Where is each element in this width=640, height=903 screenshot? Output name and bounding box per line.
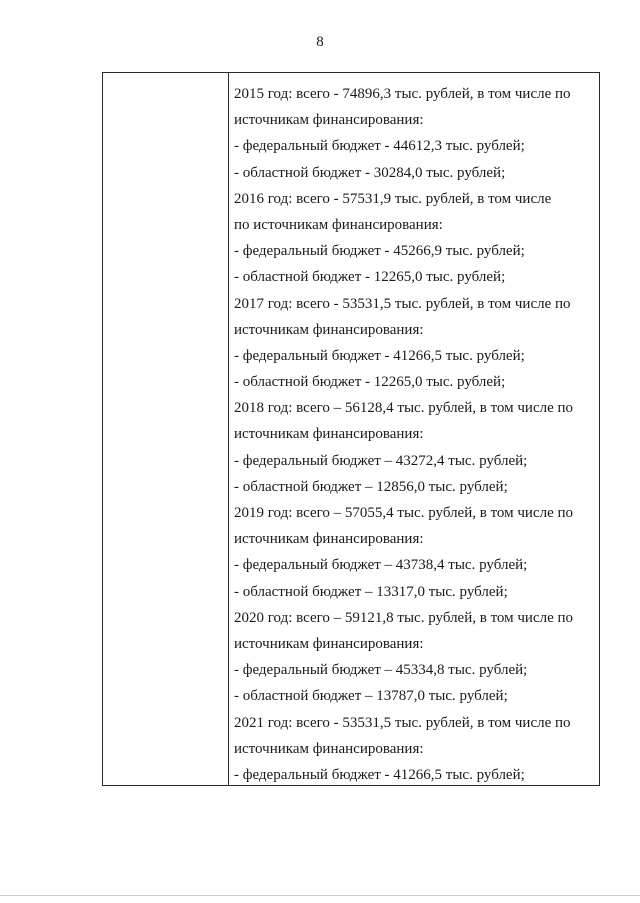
text-line: источникам финансирования: xyxy=(234,426,424,443)
text-line: - федеральный бюджет - 41266,5 тыс. рублей; xyxy=(234,766,525,783)
text-line: источникам финансирования: xyxy=(234,321,424,338)
text-line: - областной бюджет – 13787,0 тыс. рублей; xyxy=(234,688,508,705)
funding-table xyxy=(102,72,600,786)
text-line: источникам финансирования: xyxy=(234,635,424,652)
text-line: по источникам финансирования: xyxy=(234,216,443,233)
text-line: 2020 год: всего – 59121,8 тыс. рублей, в том числе по xyxy=(234,609,574,626)
text-line: - областной бюджет – 13317,0 тыс. рублей; xyxy=(234,583,508,600)
page-number: 8 xyxy=(316,34,324,50)
text-line: источникам финансирования: xyxy=(234,740,424,757)
text-line: 2015 год: всего - 74896,3 тыс. рублей, в том числе по xyxy=(234,86,571,102)
text-line: 2017 год: всего - 53531,5 тыс. рублей, в том числе по xyxy=(234,295,571,312)
text-line: - областной бюджет - 12265,0 тыс. рублей; xyxy=(234,269,506,286)
text-line: - федеральный бюджет - 45266,9 тыс. рублей; xyxy=(234,243,525,260)
text-line: - областной бюджет - 30284,0 тыс. рублей; xyxy=(234,164,506,181)
text-line: источникам финансирования: xyxy=(234,112,424,129)
text-line: 2019 год: всего – 57055,4 тыс. рублей, в том числе по xyxy=(234,505,574,521)
text-line: - федеральный бюджет – 45334,8 тыс. рублей; xyxy=(234,662,528,679)
text-line: 2016 год: всего - 57531,9 тыс. рублей, в том числе xyxy=(234,190,552,207)
scan-edge-line xyxy=(0,895,640,896)
column-divider xyxy=(228,73,229,785)
text-line: - федеральный бюджет – 43272,4 тыс. рублей; xyxy=(234,452,528,469)
text-line: - федеральный бюджет - 44612,3 тыс. рублей; xyxy=(234,138,525,155)
text-line: - федеральный бюджет - 41266,5 тыс. рублей; xyxy=(234,347,525,364)
text-line: источникам финансирования: xyxy=(234,531,424,548)
text-line: - областной бюджет - 12265,0 тыс. рублей; xyxy=(234,374,506,391)
text-line: - областной бюджет – 12856,0 тыс. рублей; xyxy=(234,478,508,495)
text-line: 2018 год: всего – 56128,4 тыс. рублей, в том числе по xyxy=(234,400,574,417)
text-line: 2021 год: всего - 53531,5 тыс. рублей, в том числе по xyxy=(234,714,571,731)
funding-text-cell xyxy=(234,81,586,788)
text-line: - федеральный бюджет – 43738,4 тыс. рублей; xyxy=(234,557,528,574)
